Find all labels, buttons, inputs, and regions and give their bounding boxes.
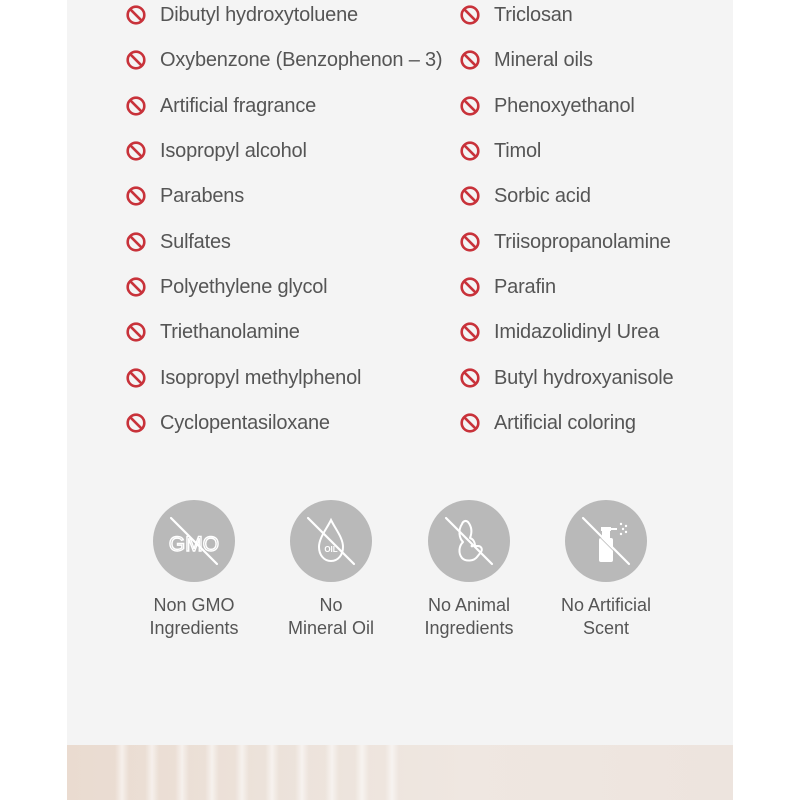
ingredient-item (459, 45, 593, 75)
badge-label-line2: Ingredients (424, 618, 514, 638)
badge-label (561, 594, 651, 640)
ingredient-label: Timol (494, 139, 542, 162)
ingredient-item (459, 91, 635, 121)
badge-label-line2: Scent (582, 618, 630, 638)
ingredient-item (125, 363, 361, 393)
prohibited-icon (125, 231, 147, 253)
gmo-icon (153, 500, 235, 582)
badge-no-animal-ingredients (399, 500, 539, 640)
ingredient-item (125, 91, 316, 121)
ingredient-label: Oxybenzone (Benzophenon – 3) (160, 48, 443, 71)
ingredient-item (125, 45, 442, 75)
prohibited-icon (459, 321, 481, 343)
prohibited-icon (125, 49, 147, 71)
prohibited-icon (459, 95, 481, 117)
ingredient-label: Mineral oils (494, 48, 593, 71)
ingredient-label: Artificial fragrance (160, 94, 317, 117)
ingredient-label: Isopropyl alcohol (160, 139, 307, 162)
ingredient-item (459, 317, 659, 347)
ingredient-item (459, 363, 673, 393)
prohibited-icon (459, 140, 481, 162)
ingredient-label: Parafin (494, 275, 556, 298)
ingredient-item (125, 136, 307, 166)
ingredient-item (125, 408, 330, 438)
ingredient-item (125, 0, 358, 30)
prohibited-icon (125, 276, 147, 298)
badge-label-line2: Mineral Oil (287, 618, 375, 638)
product-photo-strip (67, 745, 733, 800)
badge-label (288, 594, 374, 640)
ingredient-item (125, 181, 244, 211)
badge-label-line1: No (319, 595, 343, 615)
ingredient-item (125, 317, 300, 347)
ingredient-item (459, 136, 541, 166)
oil-drop-icon (290, 500, 372, 582)
prohibited-icon (459, 49, 481, 71)
ingredient-item (125, 227, 231, 257)
ingredient-label: Triethanolamine (160, 320, 300, 343)
prohibited-icon (459, 231, 481, 253)
prohibited-icon (125, 4, 147, 26)
badge-label (149, 594, 238, 640)
ingredient-label: Sulfates (160, 230, 231, 253)
free-from-badges (67, 500, 733, 660)
free-from-panel (67, 0, 733, 745)
ingredient-label: Imidazolidinyl Urea (494, 320, 660, 343)
ingredient-label: Polyethylene glycol (160, 275, 328, 298)
ingredient-label: Phenoxyethanol (494, 94, 635, 117)
ingredient-label: Dibutyl hydroxytoluene (160, 3, 358, 26)
ingredient-label: Triisopropanolamine (494, 230, 671, 253)
ingredient-label: Butyl hydroxyanisole (494, 366, 674, 389)
prohibited-icon (459, 4, 481, 26)
prohibited-icon (125, 321, 147, 343)
badge-label (424, 594, 513, 640)
ingredient-label: Artificial coloring (494, 411, 636, 434)
ingredient-item (459, 408, 636, 438)
ingredient-label: Isopropyl methylphenol (160, 366, 362, 389)
prohibited-icon (459, 367, 481, 389)
badge-label-line1: No Artificial (560, 595, 652, 615)
ingredient-item (459, 227, 671, 257)
ingredient-label: Sorbic acid (494, 184, 591, 207)
prohibited-icon (125, 367, 147, 389)
gmo-icon-text: GMO (168, 533, 220, 556)
ingredient-label: Cyclopentasiloxane (160, 411, 330, 434)
prohibited-icon (125, 185, 147, 207)
badge-no-mineral-oil (261, 500, 401, 640)
ingredient-item (459, 181, 591, 211)
prohibited-icon (459, 412, 481, 434)
prohibited-icon (459, 276, 481, 298)
ingredient-item (459, 272, 556, 302)
oil-icon-text: OIL (324, 545, 338, 554)
badge-non-gmo (124, 500, 264, 640)
badge-no-artificial-scent (536, 500, 676, 640)
prohibited-icon (125, 140, 147, 162)
rabbit-icon (428, 500, 510, 582)
ingredient-label: Triclosan (494, 3, 573, 26)
prohibited-icon (125, 95, 147, 117)
ingredient-item (125, 272, 327, 302)
prohibited-icon (459, 185, 481, 207)
spray-bottle-icon (565, 500, 647, 582)
ingredient-label: Parabens (160, 184, 245, 207)
badge-label-line1: No Animal (427, 595, 511, 615)
ingredient-item (459, 0, 573, 30)
badge-label-line1: Non GMO (153, 595, 235, 615)
prohibited-icon (125, 412, 147, 434)
badge-label-line2: Ingredients (149, 618, 239, 638)
